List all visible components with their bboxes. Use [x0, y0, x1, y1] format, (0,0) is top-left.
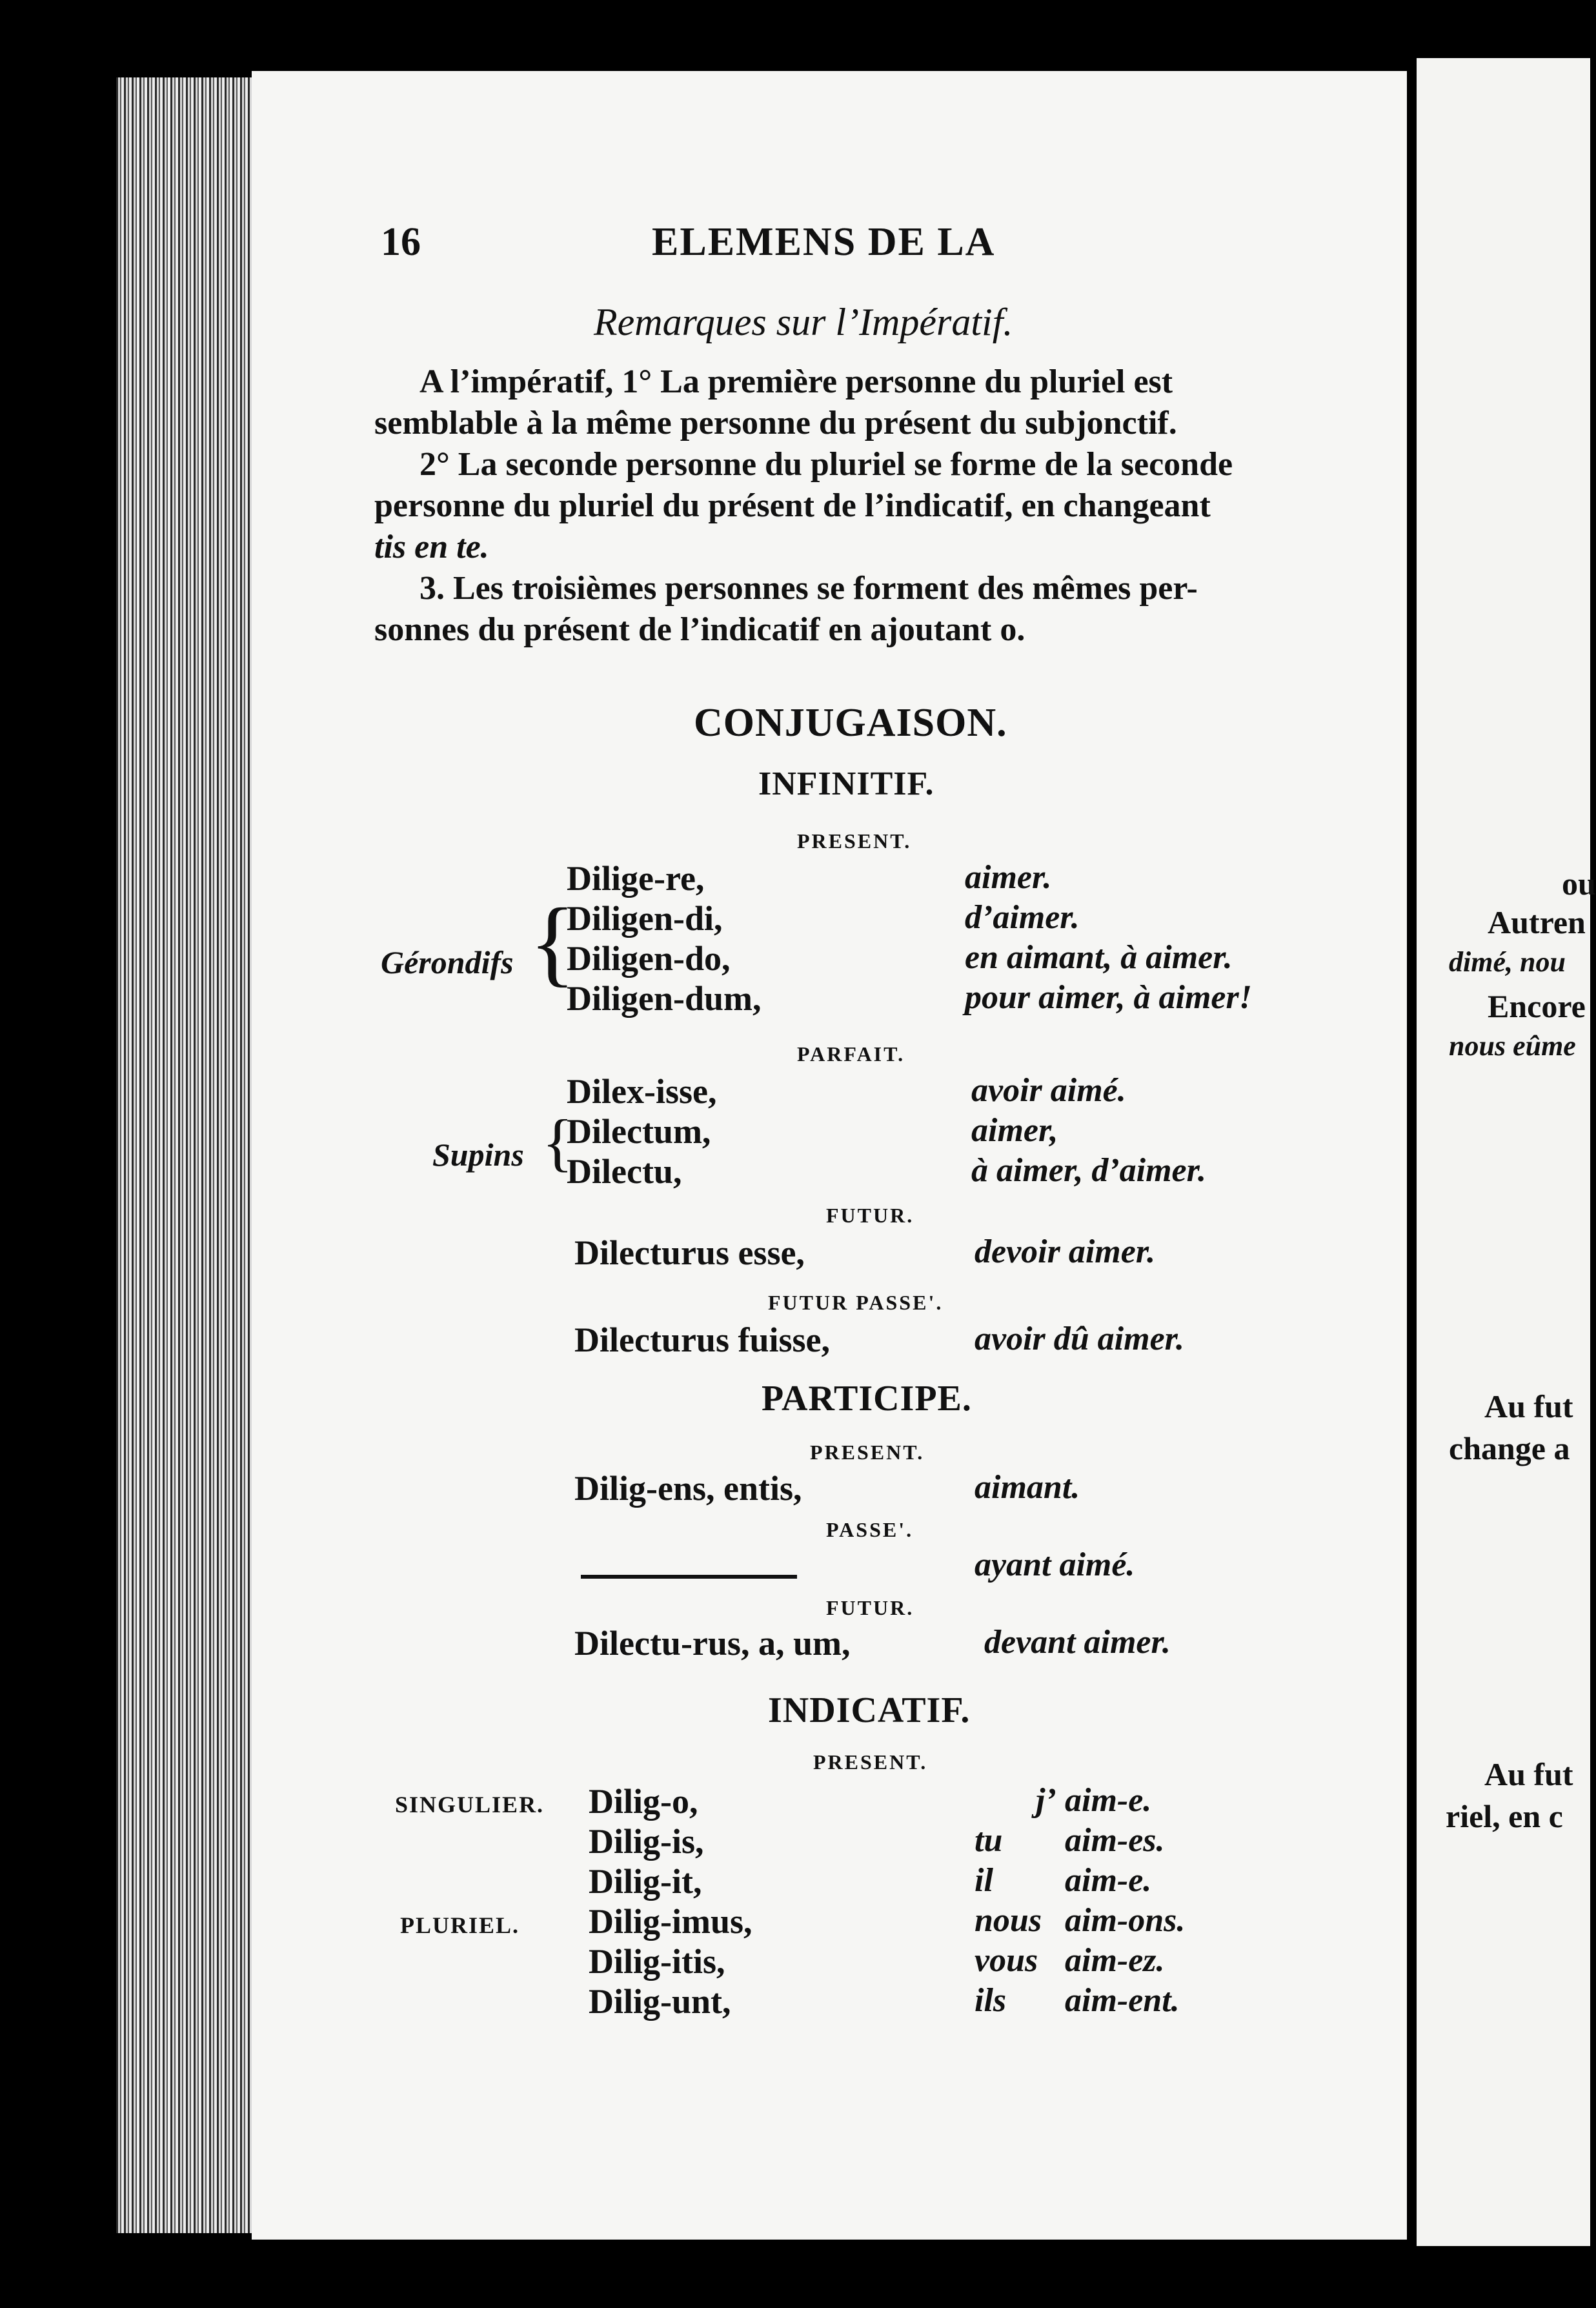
participe-present-latin: Dilig-ens, entis, [574, 1469, 802, 1508]
participe-futur-label: FUTUR. [826, 1596, 914, 1619]
facing-line-7: change a [1449, 1430, 1570, 1466]
infinitif-title: INFINITIF. [758, 765, 934, 802]
gerondifs-brace: { [529, 889, 576, 996]
gerondifs-label: Gérondifs [381, 944, 514, 980]
supins-brace: { [542, 1106, 573, 1178]
futur-passe-latin: Dilecturus fuisse, [574, 1321, 830, 1359]
indicatif-latin-6: Dilig-unt, [589, 1982, 731, 2021]
singulier-label: SINGULIER. [395, 1792, 545, 1817]
participe-present-french: aimant. [975, 1469, 1080, 1506]
parfait-latin-1: Dilex-isse, [567, 1072, 717, 1111]
facing-line-3: dimé, nou [1449, 946, 1566, 978]
remarks-para2-line2: personne du pluriel du présent de l’indicatif, en changeant [374, 487, 1211, 524]
indicatif-french-3: aim-e. [1065, 1862, 1152, 1899]
participe-futur-french: devant aimer. [984, 1624, 1171, 1661]
indicatif-latin-1: Dilig-o, [589, 1782, 698, 1821]
infinitif-latin-1: Dilige-re, [567, 859, 705, 898]
facing-line-1: ou [1562, 866, 1596, 902]
indicatif-french-2: aim-es. [1065, 1822, 1165, 1859]
indicatif-french-4: aim-ons. [1065, 1902, 1186, 1939]
facing-line-6: Au fut [1484, 1388, 1573, 1424]
remarks-para2-line1: 2° La seconde personne du pluriel se forme de la seconde [419, 446, 1233, 483]
facing-line-5: nous eûme [1449, 1030, 1576, 1062]
page-number: 16 [381, 220, 421, 264]
facing-line-4: Encore [1488, 988, 1586, 1024]
indicatif-latin-3: Dilig-it, [589, 1862, 702, 1901]
indicatif-french-6: aim-ent. [1065, 1982, 1180, 2019]
indicatif-pronoun-3: il [975, 1862, 993, 1899]
indicatif-latin-4: Dilig-imus, [589, 1902, 753, 1941]
indicatif-pronoun-6: ils [975, 1982, 1007, 2019]
parfait-french-1: avoir aimé. [971, 1072, 1126, 1109]
supins-label: Supins [432, 1137, 524, 1173]
remarks-para1-line2: semblable à la même personne du présent du subjonctif. [374, 405, 1177, 441]
participe-passe-label: PASSE'. [826, 1518, 914, 1541]
participe-futur-latin: Dilectu-rus, a, um, [574, 1624, 851, 1663]
infinitif-latin-3: Diligen-do, [567, 939, 731, 978]
futur-passe-label: FUTUR PASSE'. [768, 1291, 944, 1314]
remarks-para3-line2: sonnes du présent de l’indicatif en ajoutant o. [374, 611, 1025, 648]
running-head: ELEMENS DE LA [652, 220, 996, 264]
indicatif-pronoun-5: vous [975, 1942, 1038, 1979]
parfait-label: PARFAIT. [797, 1042, 905, 1066]
futur-label: FUTUR. [826, 1204, 914, 1227]
facing-line-2: Autren [1488, 904, 1586, 940]
infinitif-present-label: PRESENT. [797, 829, 912, 853]
book-page-edges [116, 77, 252, 2233]
futur-latin: Dilecturus esse, [574, 1233, 805, 1272]
remarks-para2-line3: tis en te. [374, 529, 489, 565]
indicatif-latin-2: Dilig-is, [589, 1822, 704, 1861]
participe-present-label: PRESENT. [810, 1441, 925, 1464]
supin-latin-1: Dilectum, [567, 1112, 711, 1151]
infinitif-french-3: en aimant, à aimer. [965, 939, 1233, 976]
participe-title: PARTICIPE. [762, 1379, 972, 1419]
indicatif-present-label: PRESENT. [813, 1750, 928, 1774]
indicatif-pronoun-4: nous [975, 1902, 1042, 1939]
pluriel-label: PLURIEL. [400, 1912, 520, 1938]
participe-passe-dash [581, 1575, 797, 1579]
infinitif-french-2: d’aimer. [965, 899, 1080, 936]
indicatif-pronoun-2: tu [975, 1822, 1003, 1859]
indicatif-latin-5: Dilig-itis, [589, 1942, 725, 1981]
infinitif-french-1: aimer. [965, 859, 1052, 896]
supin-latin-2: Dilectu, [567, 1152, 682, 1191]
futur-french: devoir aimer. [975, 1233, 1156, 1270]
conjugaison-title: CONJUGAISON. [694, 701, 1007, 745]
indicatif-pronoun-1: j’ [1036, 1782, 1056, 1819]
facing-line-8: Au fut [1484, 1756, 1573, 1792]
facing-line-9: riel, en c [1446, 1798, 1563, 1834]
infinitif-latin-2: Diligen-di, [567, 899, 723, 938]
supin-french-2: à aimer, d’aimer. [971, 1152, 1206, 1189]
indicatif-french-1: aim-e. [1065, 1782, 1152, 1819]
infinitif-latin-4: Diligen-dum, [567, 979, 762, 1018]
indicatif-title: INDICATIF. [768, 1690, 971, 1730]
infinitif-french-4: pour aimer, à aimer! [965, 979, 1252, 1016]
remarks-para1-line1: A l’impératif, 1° La première personne du pluriel est [419, 363, 1173, 400]
indicatif-french-5: aim-ez. [1065, 1942, 1165, 1979]
futur-passe-french: avoir dû aimer. [975, 1321, 1185, 1357]
remarks-title: Remarques sur l’Impératif. [594, 301, 1013, 343]
remarks-para3-line1: 3. Les troisièmes personnes se forment des mêmes per- [419, 570, 1198, 607]
participe-passe-french: ayant aimé. [975, 1546, 1135, 1583]
supin-french-1: aimer, [971, 1112, 1058, 1149]
facing-page [1417, 58, 1590, 2246]
